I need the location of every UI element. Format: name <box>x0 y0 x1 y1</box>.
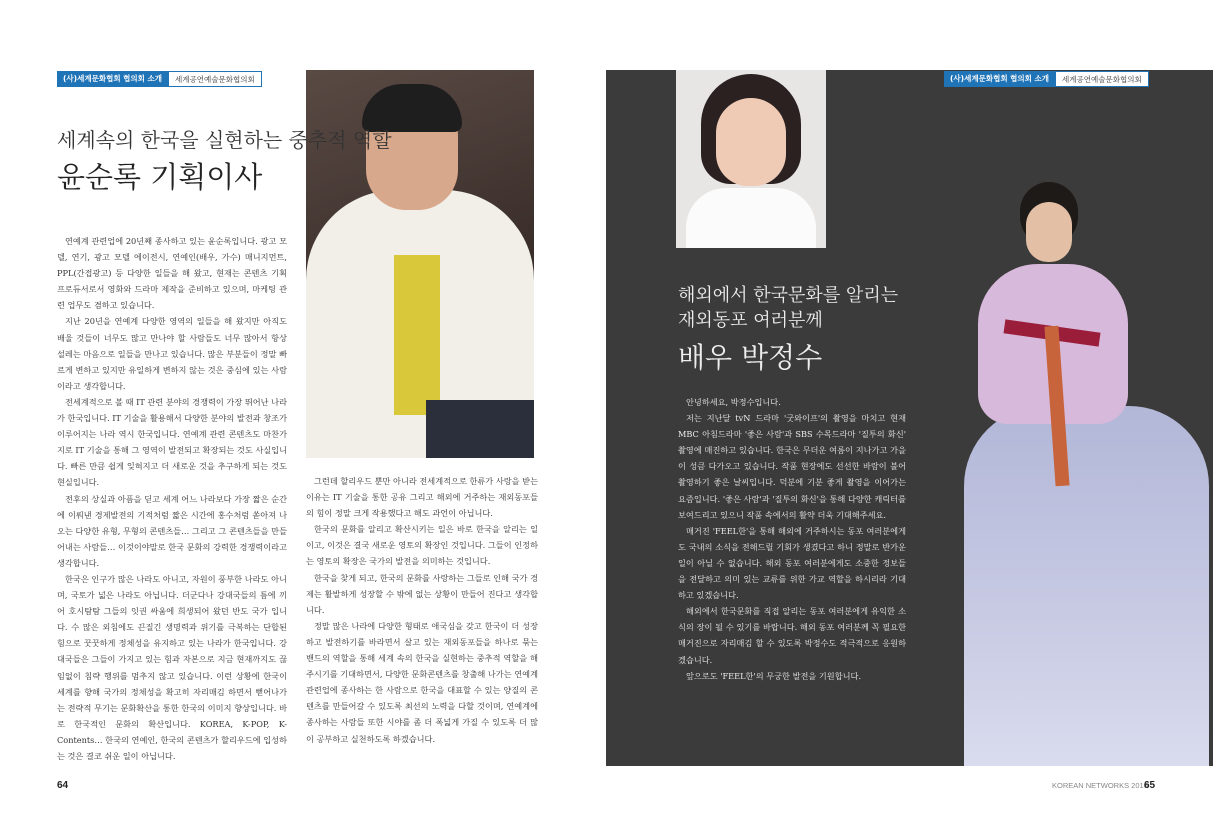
article-subtitle: 세계속의 한국을 실현하는 중추적 역할 <box>57 128 392 152</box>
paragraph: 안녕하세요, 박정수입니다. <box>686 397 781 407</box>
subtitle-line: 재외동포 여러분께 <box>678 310 823 331</box>
tag-category: (사)세계문화협회 협의회 소개 <box>944 71 1055 87</box>
paragraph: 매거진 'FEEL한'을 통해 해외에 거주하시는 동포 여러분에게도 국내의 소식을 전해드릴 기회가 생겼다고 하니 정말로 반가운 일이 아닐 수 없습니다. 해외 동포 여러분에게도 소중한 정보들을 전달하고 의미 있는 교류를 위한 가교 역할을 하시리라 기대하고 있겠습니다. <box>678 525 906 601</box>
paragraph: 해외에서 한국문화를 직접 알리는 동포 여러분에게 유익한 소식의 장이 될 수 있기를 바랍니다. 해외 동포 여러분께 꼭 필요한 매거진으로 자리매김 할 수 있도록 박정수도 적극적으로 응원하겠습니다. <box>678 606 906 665</box>
paragraph: 앞으로도 'FEEL한'의 무궁한 발전을 기원합니다. <box>686 670 862 681</box>
paragraph: 저는 지난달 tvN 드라마 '굿와이프'의 촬영을 마치고 현재 MBC 아침드라마 '좋은 사람'과 SBS 수목드라마 '질투의 화신' 촬영에 매진하고 있습니다. 한국은 무더운 여름이 지나가고 가을이 성큼 다가오고 있습니다. 작품 현장에도 선선한 바람이 불어 촬영하기 좋은 날씨입니다. 덕분에 기분 좋게 촬영을 이어가는 요즘입니다. '좋은 사람'과 '질투의 화신'을 통해 다양한 캐릭터를 보여드리고 있으니 작품 속에서의 활약 더욱 기대해주세요. <box>678 413 906 520</box>
hanbok-photo <box>958 176 1213 766</box>
paragraph: 한국을 찾게 되고, 한국의 문화를 사랑하는 그들로 인해 국가 경제는 활발하게 성장할 수 밖에 없는 상황이 만들어 진다고 생각합니다. <box>306 572 538 615</box>
article-title: 배우 박정수 <box>678 341 823 374</box>
paragraph: 전세계적으로 볼 때 IT 관련 분야의 경쟁력이 가장 뛰어난 나라가 한국입니다. IT 기술을 활용해서 다양한 분야의 발전과 창조가 이루어지는 나라 역시 한국입니다. 연예계 관련 콘텐츠도 마찬가지로 IT 기술을 통해 그 영역이 발전되고 확장되는 것도 사실입니다. 빠른 만큼 쉽게 잊혀지고 더 새로운 것을 추구하게 되는 것도 현실입니다. <box>57 396 287 488</box>
tag-org: 세계공연예술문화협의회 <box>1055 71 1149 87</box>
tag-org: 세계공연예술문화협의회 <box>168 71 262 87</box>
paragraph: 정말 많은 나라에 다양한 형태로 애국심을 갖고 한국이 더 성장하고 발전하기를 바라면서 살고 있는 재외동포들을 하나로 묶는 밴드의 역할을 통해 세계 속의 한국을 실현하는 중추적 역할을 해 주시기를 기대하면서, 다양한 문화콘텐츠를 창출해 나가는 연예계관련업에 종사하는 한 사람으로 한국을 대표할 수 있는 양질의 콘텐츠를 만들어갈 수 있도록 최선의 노력을 다할 것이며, 연예계에 종사하는 사람들 또한 시야를 좀 더 폭넓게 가질 수 있도록 더 많이 공부하고 실천하도록 하겠습니다. <box>306 620 538 744</box>
article-subtitle <box>678 283 898 333</box>
paragraph: 연예계 관련업에 20년째 종사하고 있는 윤순록입니다. 광고 모델, 연기, 광고 모델 에이전시, 연예인(배우, 가수) 매니지먼트, PPL(간접광고) 등 다양한 일들을 해 왔고, 현재는 콘텐츠 기획 프로듀서로서 영화와 드라마 제작을 준비하고 있으며, 마케팅 관련 업무도 겸하고 있습니다. <box>57 236 287 311</box>
paragraph: 그런데 할리우드 뿐만 아니라 전세계적으로 한류가 사랑을 받는 이유는 IT 기술을 통한 공유 그리고 해외에 거주하는 재외동포들의 힘이 정말 크게 작용했다고 해도 과언이 아닙니다. <box>306 476 538 519</box>
paragraph: 전후의 상실과 아픔을 딛고 세계 어느 나라보다 가장 짧은 순간에 이뤄낸 경제발전의 기적처럼 짧은 시간에 홍수처럼 쏟아져 나오는 다양한 유형, 무형의 콘텐츠들… 그리고 그 콘텐츠들을 만들어내는 사람들… 이것이야말로 한국 문화의 강력한 경쟁력이라고 생각합니다. <box>57 493 287 568</box>
section-tag <box>944 71 1149 87</box>
body-column-2 <box>306 473 538 747</box>
left-page <box>0 0 606 822</box>
subtitle-line: 해외에서 한국문화를 알리는 <box>678 285 899 306</box>
body-column <box>678 394 906 684</box>
page-number: 64 <box>57 780 69 791</box>
magazine-name: KOREAN NETWORKS 2016 <box>1052 781 1148 790</box>
article-title: 윤순록 기획이사 <box>57 160 263 194</box>
paragraph: 한국의 문화를 알리고 확산시키는 일은 바로 한국을 알리는 일이고, 이것은 결국 새로운 영토의 확장인 것입니다. 그들이 인정하는 영토의 확장은 국가의 발전을 의미하는 것입니다. <box>306 524 538 567</box>
paragraph: 한국은 인구가 많은 나라도 아니고, 자원이 풍부한 나라도 아니며, 국토가 넓은 나라도 아닙니다. 더군다나 강대국들의 틈에 끼어 호시탐탐 그들의 잇권 싸움에 희생되어 왔던 반도 국가 입니다. 수 많은 외침에도 끈질긴 생명력과 위기를 극복하는 단합된 힘으로 꿋꿋하게 정체성을 유지하고 있는 나라가 한국입니다. 강대국들은 그들이 가지고 있는 힘과 자본으로 지금 현재까지도 끊임없이 침략 행위를 멈추지 않고 있습니다. 이런 상황에 한국이 세계를 향해 국가의 정체성을 확고히 자리매김 하면서 뻗어나가는 전략적 무기는 문화확산을 통한 한국의 이미지 향상입니다. 바로 한국적인 문화의 확산입니다. KOREA, K-POP, K-Contents… 한국의 연예인, 한국의 콘텐츠가 할리우드에 입성하는 것은 결코 쉬운 일이 아닙니다. <box>57 573 287 761</box>
tag-category: (사)세계문화협회 협의회 소개 <box>57 71 168 87</box>
headshot-photo <box>676 70 826 248</box>
page-number: 65 <box>1144 780 1156 791</box>
body-column-1 <box>57 233 287 764</box>
section-tag <box>57 71 262 87</box>
paragraph: 지난 20년을 연예계 다양한 영역의 일들을 해 왔지만 아직도 배울 것들이 너무도 많고 만나야 할 사람들도 너무 많아서 항상 설레는 마음으로 일들을 만나고 있습니다. 많은 부분들이 정말 빠르게 변하고 있지만 유일하게 변하지 않는 것은 중심에 있는 사람이라고 생각합니다. <box>57 316 287 391</box>
